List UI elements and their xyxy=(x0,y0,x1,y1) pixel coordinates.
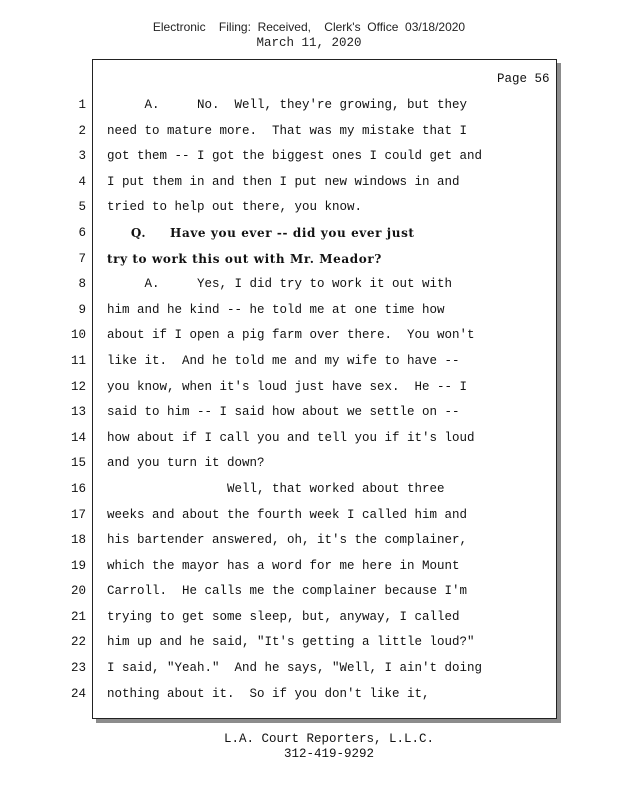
line-number: 14 xyxy=(70,430,86,445)
line-number-column xyxy=(40,93,86,707)
transcript-line: I said, "Yeah." And he says, "Well, I ain't doing xyxy=(107,661,483,676)
line-number: 23 xyxy=(70,661,86,676)
transcript-line: which the mayor has a word for me here in Mount xyxy=(107,558,460,573)
transcript-line: try to work this out with Mr. Meador? xyxy=(107,251,382,266)
line-number: 17 xyxy=(70,507,86,522)
transcript-line: you know, when it's loud just have sex. He -- I xyxy=(107,379,468,394)
transcript-line: trying to get some sleep, but, anyway, I called xyxy=(107,609,460,624)
transcript-line: him and he kind -- he told me at one time how xyxy=(107,302,445,317)
transcript-line: nothing about it. So if you don't like it, xyxy=(107,686,430,701)
transcript-line: Well, that worked about three xyxy=(107,481,445,496)
transcript-date: March 11, 2020 xyxy=(256,36,362,50)
reporter-company: L.A. Court Reporters, L.L.C. xyxy=(223,732,435,746)
line-number: 10 xyxy=(70,328,86,343)
transcript-line: A. Yes, I did try to work it out with xyxy=(107,277,453,292)
line-number: 15 xyxy=(70,456,86,471)
line-number: 1 xyxy=(78,98,86,112)
line-number: 12 xyxy=(70,379,86,394)
transcript-line: got them -- I got the biggest ones I could get and xyxy=(107,149,483,164)
transcript-line: Q. Have you ever -- did you ever just xyxy=(107,225,415,240)
line-number: 13 xyxy=(70,405,86,420)
line-number: 9 xyxy=(78,302,86,317)
reporter-phone: 312-419-9292 xyxy=(283,747,374,761)
transcript-line: him up and he said, "It's getting a little loud?" xyxy=(107,635,475,650)
line-number: 5 xyxy=(78,200,86,215)
line-number: 20 xyxy=(70,584,86,599)
line-number: 8 xyxy=(78,277,86,292)
transcript-line: tried to help out there, you know. xyxy=(107,200,363,215)
line-number: 19 xyxy=(70,558,86,573)
transcript-line: A. No. Well, they're growing, but they xyxy=(107,98,468,112)
line-number: 2 xyxy=(78,123,86,138)
line-number: 7 xyxy=(78,251,86,266)
transcript-line: need to mature more. That was my mistake that I xyxy=(107,123,468,138)
transcript-line: about if I open a pig farm over there. You won't xyxy=(107,328,475,343)
line-number: 11 xyxy=(70,353,86,368)
transcript-line: his bartender answered, oh, it's the complainer, xyxy=(107,533,468,548)
line-number: 18 xyxy=(70,533,86,548)
line-number: 3 xyxy=(78,149,86,164)
transcript-line: I put them in and then I put new windows in and xyxy=(107,174,460,189)
filing-stamp: Electronic Filing: Received, Clerk's Office 03/18/2020 xyxy=(152,20,466,34)
line-number: 22 xyxy=(70,635,86,650)
line-number: 21 xyxy=(70,609,86,624)
line-number: 24 xyxy=(70,686,86,701)
line-number: 6 xyxy=(78,225,86,240)
transcript-line: how about if I call you and tell you if it's loud xyxy=(107,430,475,445)
transcript-line: like it. And he told me and my wife to have -- xyxy=(107,353,460,368)
footer xyxy=(0,732,618,762)
page-number: Page 56 xyxy=(497,72,550,86)
transcript-line: and you turn it down? xyxy=(107,456,265,471)
transcript-line: weeks and about the fourth week I called him and xyxy=(107,507,468,522)
line-number: 4 xyxy=(78,174,86,189)
transcript-body xyxy=(107,93,552,707)
transcript-line: Carroll. He calls me the complainer because I'm xyxy=(107,584,468,599)
transcript-line: said to him -- I said how about we settle on -- xyxy=(107,405,460,420)
line-number: 16 xyxy=(70,481,86,496)
